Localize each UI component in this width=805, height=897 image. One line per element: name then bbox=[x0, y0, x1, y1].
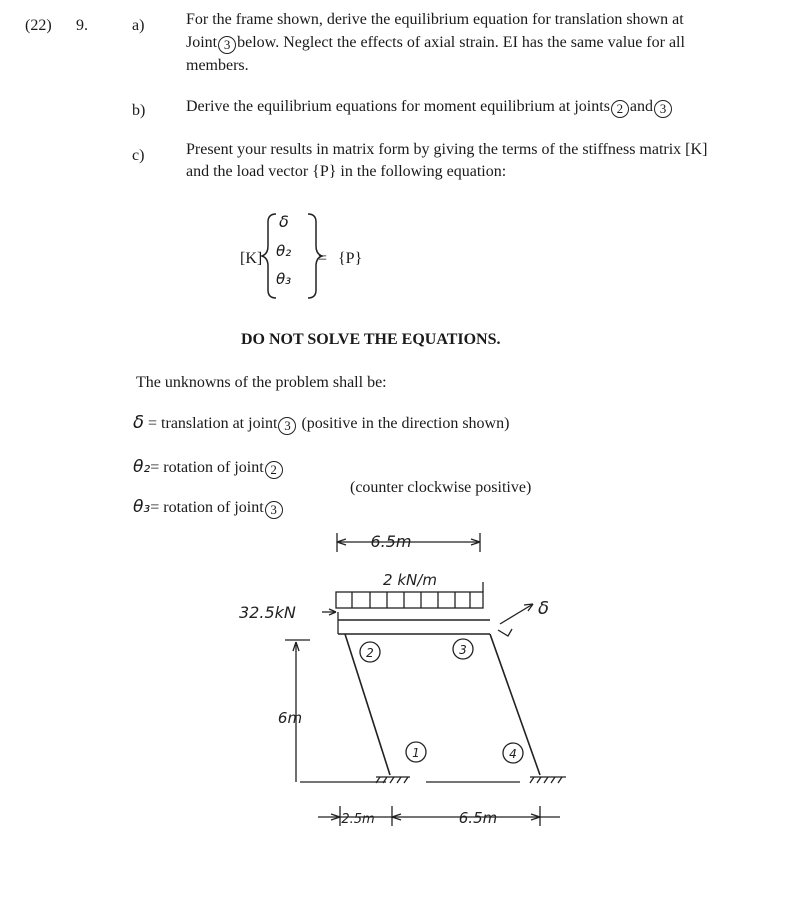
delta-text: = translation at joint bbox=[148, 415, 278, 432]
unknowns-intro: The unknowns of the problem shall be: bbox=[136, 374, 387, 391]
joint-2-circle: 2 bbox=[611, 100, 629, 118]
part-a-line1: For the frame shown, derive the equilibrium equation for translation shown at bbox=[186, 11, 684, 28]
part-b-label: b) bbox=[132, 102, 146, 119]
delta-label: δ bbox=[538, 598, 550, 619]
vector-theta2: θ₂ bbox=[276, 242, 292, 260]
part-b-and: and bbox=[629, 98, 654, 115]
joint-4-label: 4 bbox=[509, 747, 517, 761]
joint-1-label: 1 bbox=[412, 746, 420, 760]
joint-3-label: 3 bbox=[459, 643, 467, 657]
part-a-line2-rest: below. Neglect the effects of axial strain. EI has the same value for all bbox=[237, 34, 685, 51]
vector-theta3: θ₃ bbox=[276, 270, 292, 288]
joint-3-circle: 3 bbox=[265, 501, 283, 519]
span-top-label: 6.5m bbox=[370, 532, 412, 551]
problem-points: (22) bbox=[25, 17, 52, 34]
vector-delta: δ bbox=[279, 212, 289, 231]
part-c-line1: Present your results in matrix form by giving the terms of the stiffness matrix [K] bbox=[186, 141, 708, 158]
rotation-sign-note: (counter clockwise positive) bbox=[350, 479, 532, 496]
joint-2-label: 2 bbox=[366, 646, 374, 660]
problem-number: 9. bbox=[76, 17, 88, 34]
joint-3-circle: 3 bbox=[218, 36, 236, 54]
point-load-arrow bbox=[322, 609, 336, 615]
equals-sign: = bbox=[318, 250, 328, 267]
load-vector-symbol: {P} bbox=[338, 250, 363, 267]
part-c-line2: and the load vector {P} in the following equation: bbox=[186, 163, 507, 180]
part-b-prefix: Derive the equilibrium equations for moment equilibrium at joints bbox=[186, 98, 610, 115]
part-a-label: a) bbox=[132, 17, 145, 34]
instruction-heading: DO NOT SOLVE THE EQUATIONS. bbox=[241, 331, 501, 348]
height-label: 6m bbox=[277, 709, 303, 727]
base-left-label: 2.5m bbox=[341, 812, 375, 827]
delta-symbol: δ bbox=[133, 412, 145, 433]
delta-direction-note: (positive in the direction shown) bbox=[301, 415, 510, 432]
fixed-support-4 bbox=[530, 777, 566, 783]
joint-2-circle: 2 bbox=[265, 461, 283, 479]
part-a-joint-prefix: Joint bbox=[186, 34, 218, 51]
delta-arrow bbox=[498, 604, 533, 636]
point-load-label: 32.5kN bbox=[239, 603, 296, 622]
part-c-label: c) bbox=[132, 147, 145, 164]
part-a-line3: members. bbox=[186, 57, 249, 74]
base-right-label: 6.5m bbox=[458, 809, 498, 827]
joint-3-circle: 3 bbox=[278, 417, 296, 435]
theta2-text: = rotation of joint bbox=[150, 459, 264, 476]
theta3-symbol: θ₃ bbox=[133, 497, 151, 517]
theta3-text: = rotation of joint bbox=[150, 499, 264, 516]
theta2-symbol: θ₂ bbox=[133, 457, 151, 477]
stiffness-matrix-symbol: [K] bbox=[240, 250, 263, 267]
distributed-load-label: 2 kN/m bbox=[383, 571, 437, 589]
joint-3-circle: 3 bbox=[654, 100, 672, 118]
